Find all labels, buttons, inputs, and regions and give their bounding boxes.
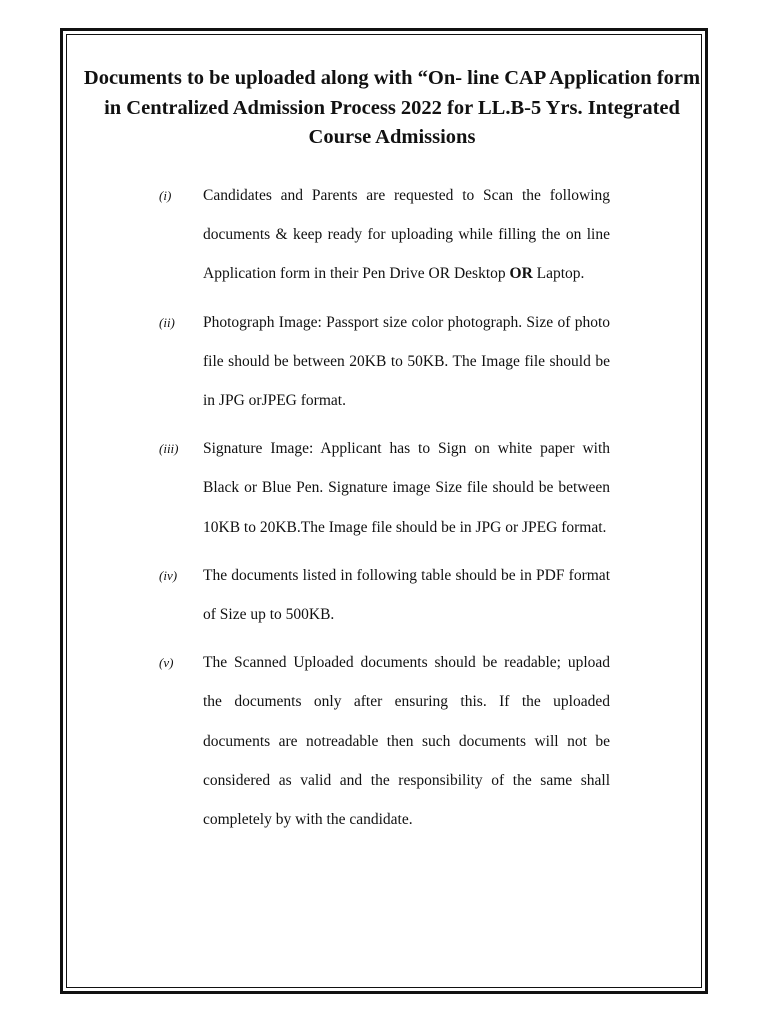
list-item	[150, 176, 610, 294]
item-text	[203, 176, 610, 294]
item-number: (v)	[159, 655, 174, 671]
list-item	[150, 429, 610, 547]
item-text-main: Candidates and Parents are requested to Scan the following documents & keep ready for uploading while filling the on line Application form in their Pen Drive OR Desktop	[203, 187, 610, 283]
list-item	[150, 556, 610, 634]
document-title: Documents to be uploaded along with “On- line CAP Application form in Centralized Admission Process 2022 for LL.B-5 Yrs. Integrated Course Admissions	[83, 67, 701, 148]
list-item	[150, 643, 610, 839]
item-text-tail: Laptop.	[536, 265, 585, 283]
item-number: (iii)	[159, 441, 179, 457]
item-number: (i)	[159, 188, 172, 203]
item-text: Photograph Image: Passport size color photograph. Size of photo file should be between 20KB to 50KB. The Image file should be in JPG orJPEG format.	[203, 313, 610, 410]
item-text: The documents listed in following table should be in PDF format of Size up to 500KB.	[203, 566, 610, 624]
item-text: The Scanned Uploaded documents should be readable; upload the documents only after ensuring this. If the uploaded documents are notreadable then such documents will not be considered as valid and the responsibility of the same shall completely by with the candidate.	[203, 654, 610, 829]
item-text: Signature Image: Applicant has to Sign on white paper with Black or Blue Pen. Signature image Size file should be between 10KB to 20KB.The Image file should be in JPG or JPEG format.	[203, 440, 610, 536]
item-number: (ii)	[159, 314, 175, 330]
item-number: (iv)	[159, 567, 178, 583]
item-text-bold: OR	[509, 265, 533, 283]
list-item	[150, 303, 610, 421]
instruction-list	[150, 176, 610, 848]
